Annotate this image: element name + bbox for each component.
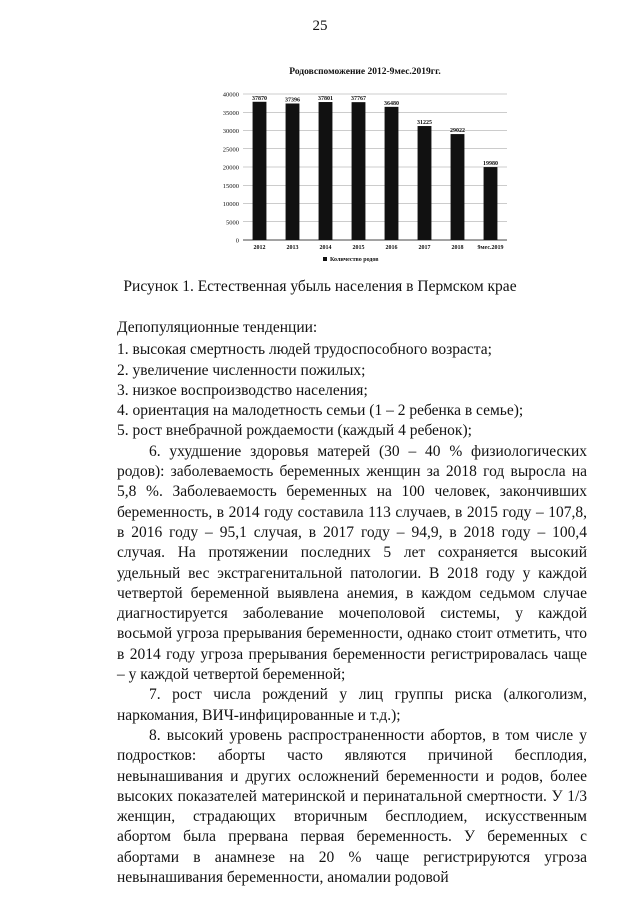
legend-swatch [323,257,327,261]
list-intro: Депопуляционные тенденции: [117,319,318,336]
y-tick-label: 5000 [226,219,239,227]
page-number: 25 [312,18,328,34]
data-label: 36480 [384,100,399,107]
figure-caption: Рисунок 1. Естественная убыль населения в Пермском крае [123,278,517,295]
x-tick-label: 2014 [319,245,332,251]
x-tick-label: 2017 [418,245,431,251]
bar [451,134,465,240]
bar [385,107,399,240]
data-label: 29022 [450,128,465,135]
y-tick-label: 25000 [222,146,239,154]
x-tick-label: 9мес.2019 [477,245,504,251]
x-tick-label: 2012 [253,245,266,251]
x-tick-label: 2018 [451,245,464,251]
births-bar-chart [205,62,525,277]
data-label: 37767 [351,96,366,103]
paragraph: 6. ухудшение здоровья матерей (30 – 40 % физиологических родов): заболеваемость беременных женщин за 2018 год выросла на 5,8 %. Заболеваемость беременных на 100 человек, закончивших беременность, в 2014 году составила 113 случаев, в 2015 году – 107,8, в 2016 году – 95,1 случая, в 2017 году – 94,9, в 2018 году – 100,4 случая. На протяжении последних 5 лет сохраняется высокий удельный вес экстрагенитальной патологии. В 2018 году у каждой четвертой беременной выявлена анемия, в каждом седьмом случае диагностируется заболевание мочеполовой системы, у каждой восьмой угроза прерывания беременности, однако стоит отметить, что в 2014 году угроза прерывания беременности регистрировалась чаще – у каждой четвертой беременной; [117,442,587,684]
x-tick-label: 2013 [286,245,299,251]
y-tick-label: 30000 [222,128,239,135]
bar [418,126,432,240]
y-tick-label: 20000 [222,164,239,172]
x-tick-label: 2015 [352,245,365,251]
bar [253,102,267,240]
y-tick-label: 0 [235,237,239,245]
bar [352,102,366,240]
chart-title: Родовспоможение 2012-9мес.2019гг. [289,67,441,77]
list-item: 1. высокая смертность людей трудоспособного возраста; [117,341,492,359]
bar [484,167,498,240]
data-label: 37870 [252,95,267,102]
list-item: 2. увеличение численности пожилых; [117,361,366,379]
data-label: 19980 [483,161,498,168]
paragraph: 8. высокий уровень распространенности абортов, в том числе у подростков: аборты часто являются причиной бесплодия, невынашивания и других осложнений беременности и родов, более высоких показателей материнской и перинатальной смертности. У 1/3 женщин, страдающих вторичным бесплодием, искусственным абортом была прервана первая беременность. У беременных с абортами в анамнезе на 20 % чаще регистрируются угроза невынашивания беременности, аномалии родовой [117,726,587,887]
list-item: 4. ориентация на малодетность семьи (1 – 2 ребенка в семье); [117,402,524,420]
data-label: 37801 [318,96,333,103]
bar [286,104,300,240]
y-tick-label: 10000 [222,201,239,208]
list-item: 3. низкое воспроизводство населения; [117,381,368,399]
bar [319,102,333,240]
list-item: 5. рост внебрачной рождаемости (каждый 4 ребенок); [117,422,472,440]
y-tick-label: 35000 [222,109,239,117]
paragraph: 7. рост числа рождений у лиц группы риска (алкоголизм, наркомания, ВИЧ-инфицированные и т.д.); [117,686,587,724]
x-tick-label: 2016 [385,245,398,251]
body-text [117,318,587,888]
data-label: 31225 [417,120,432,127]
y-tick-label: 15000 [222,182,239,190]
y-tick-label: 40000 [222,91,239,99]
legend-label: Количество родов [330,257,379,263]
data-label: 37396 [285,97,300,104]
